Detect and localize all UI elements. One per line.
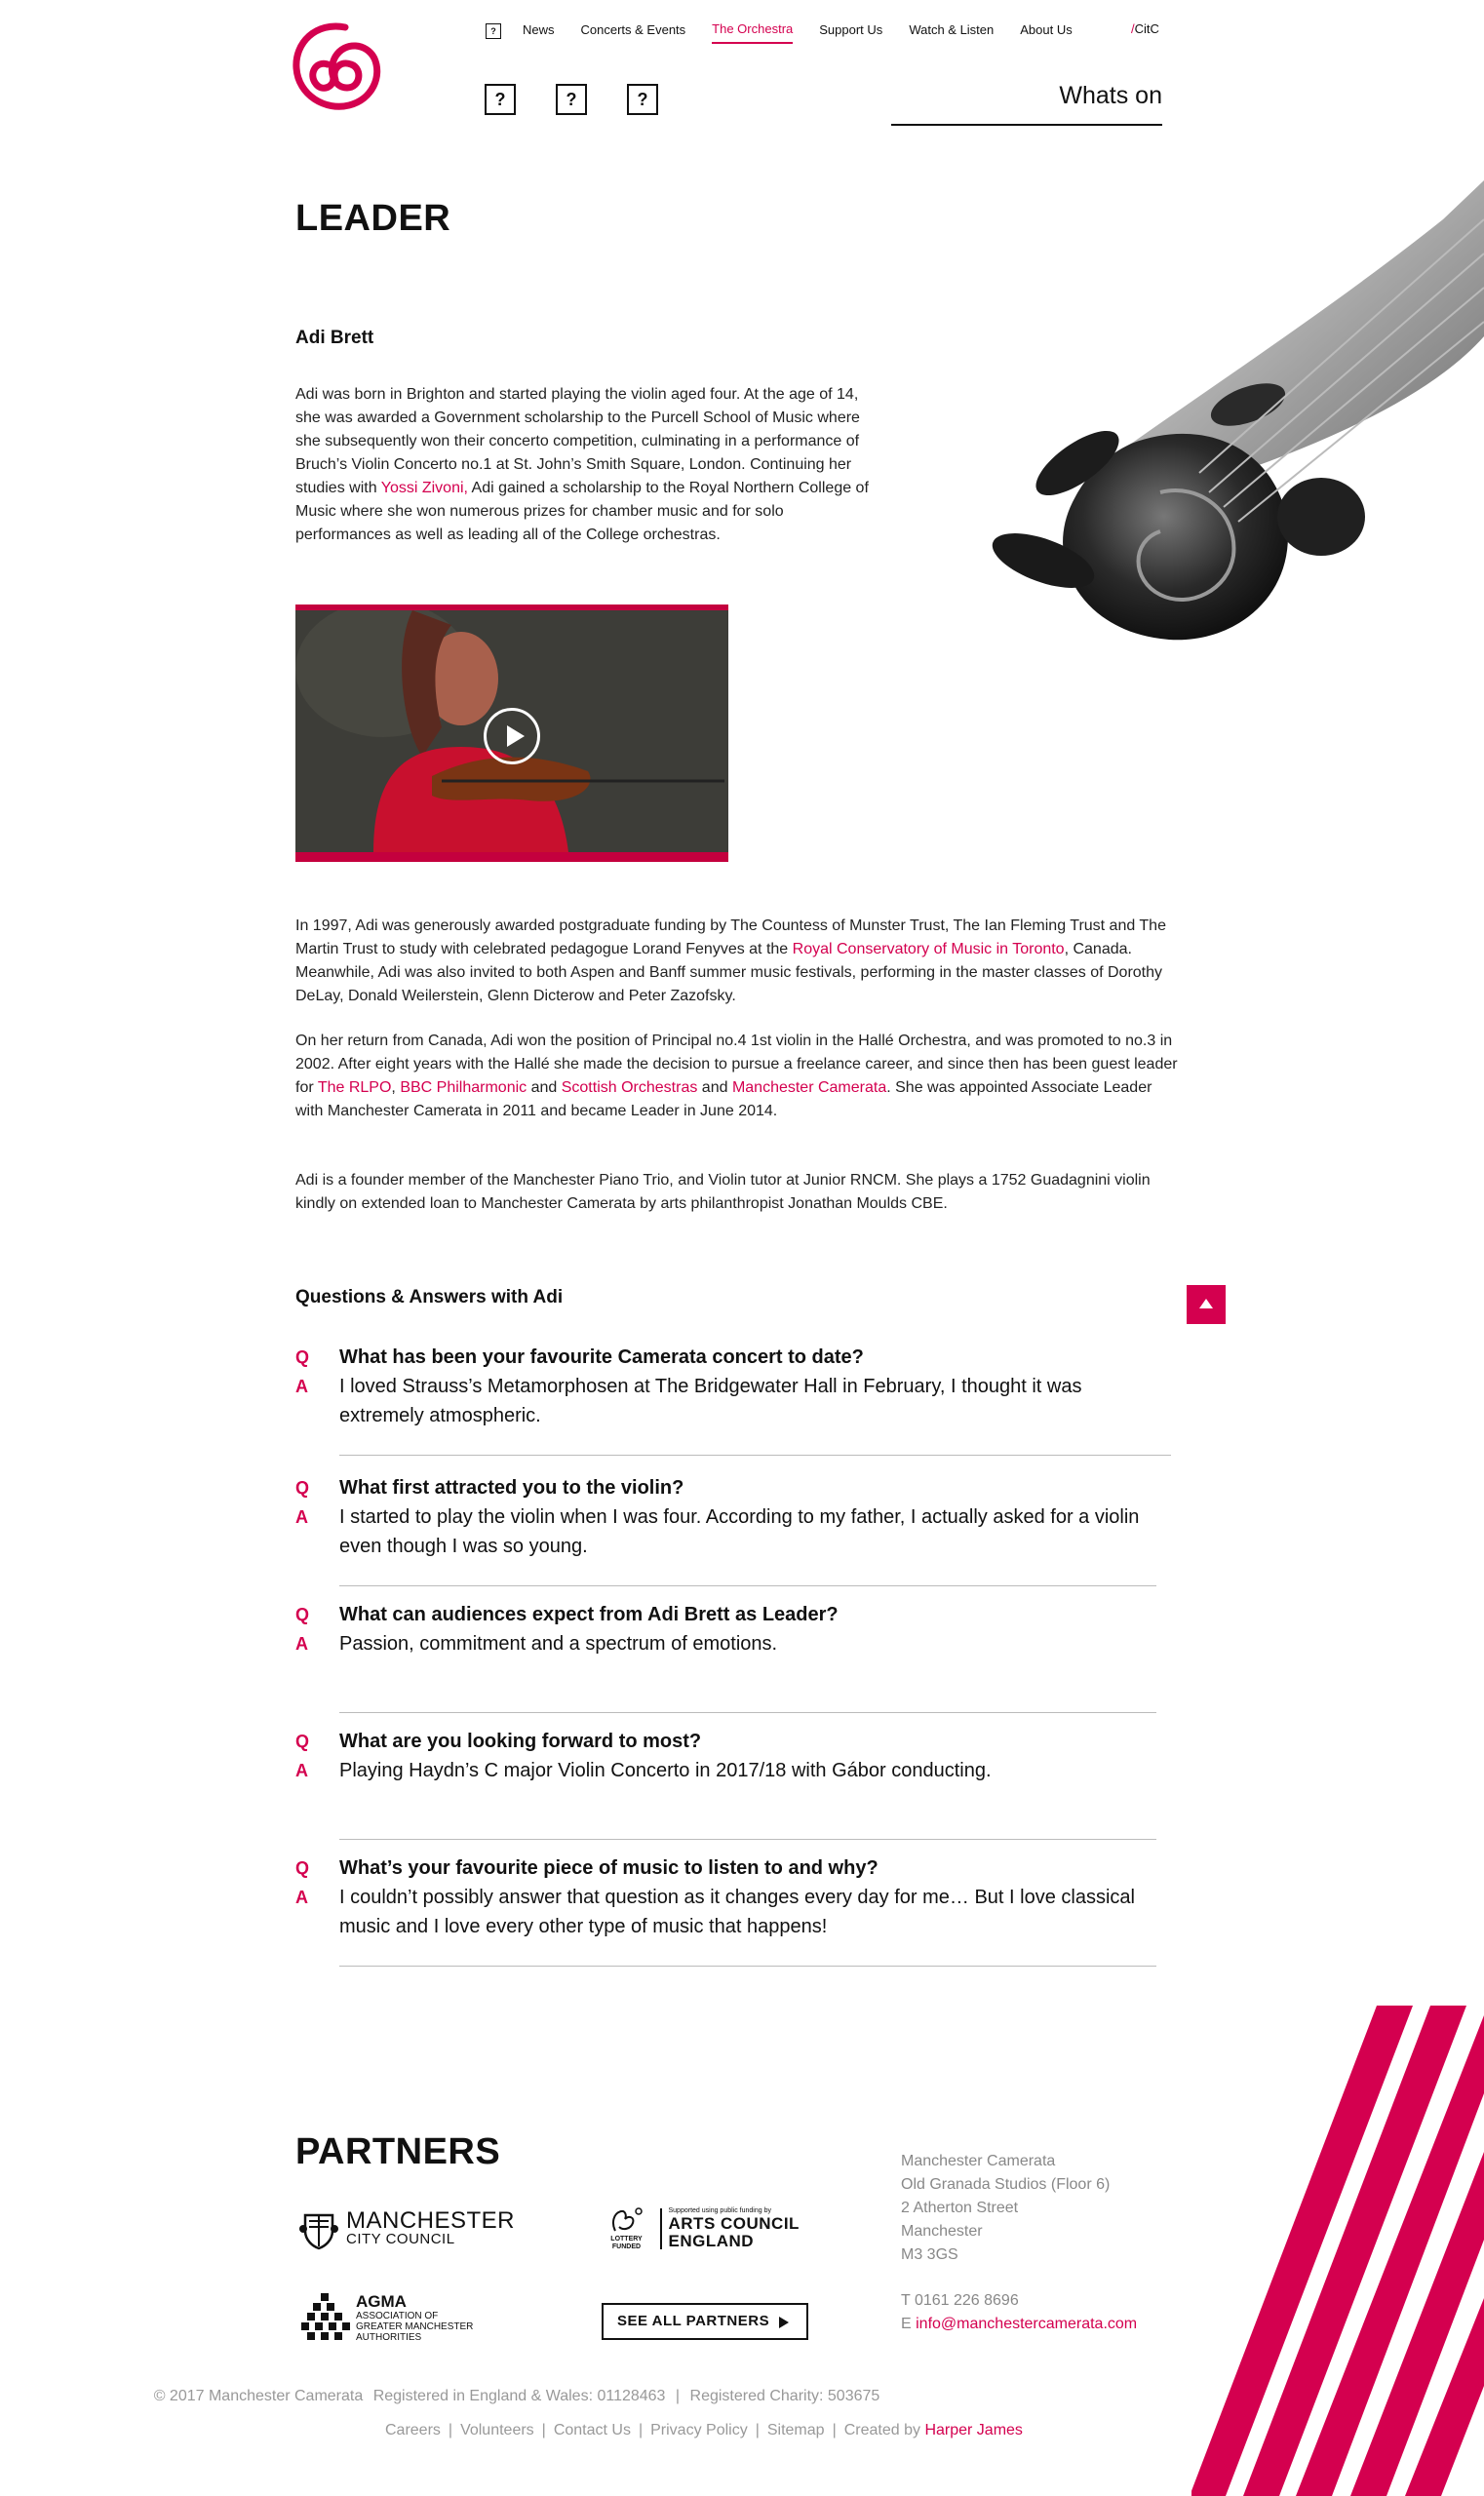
lottery-hand-icon	[607, 2205, 646, 2233]
para-3-and-2: and	[697, 1079, 732, 1096]
unknown-icon[interactable]: ?	[486, 23, 501, 39]
nav-item-news[interactable]: News	[523, 22, 555, 37]
unknown-icon-1[interactable]: ?	[485, 84, 516, 115]
qa-item-3	[295, 1600, 1173, 1658]
footer-sep: |	[448, 2422, 453, 2438]
footer-link-volunteers[interactable]: Volunteers	[460, 2422, 534, 2438]
link-bbc-philharmonic[interactable]: BBC Philharmonic	[400, 1079, 527, 1096]
unknown-icon-2[interactable]: ?	[556, 84, 587, 115]
contact-block	[901, 2289, 1137, 2336]
qa-question: What first attracted you to the violin?	[339, 1477, 684, 1499]
phone-label: T	[901, 2292, 911, 2309]
qa-answer: I couldn’t possibly answer that question as it changes every day for me… But I love classical music and I love every other type of music that happens!	[339, 1887, 1135, 1937]
q-marker: Q	[295, 1478, 310, 1498]
ace-line-2: ENGLAND	[668, 2232, 755, 2250]
a-marker: A	[295, 1507, 308, 1527]
address-line-3: 2 Atherton Street	[901, 2200, 1019, 2216]
q-marker: Q	[295, 1732, 310, 1751]
footer-legal	[0, 2388, 1484, 2405]
created-by: Created by	[843, 2422, 920, 2438]
citc-label: CitC	[1134, 21, 1159, 36]
qa-answer: Playing Haydn’s C major Violin Concerto in 2017/18 with Gábor conducting.	[339, 1760, 992, 1781]
address-line-1: Manchester Camerata	[901, 2153, 1056, 2169]
q-marker: Q	[295, 1605, 310, 1624]
footer-sep: |	[638, 2422, 644, 2438]
manchester-city-council-logo[interactable]	[297, 2207, 515, 2250]
ace-small: Supported using public funding by	[668, 2207, 771, 2214]
nav-item-orchestra[interactable]: The Orchestra	[712, 21, 793, 44]
crest-icon	[297, 2207, 340, 2250]
mcr-line-2: CITY COUNCIL	[346, 2231, 455, 2247]
charity-number: Registered Charity: 503675	[689, 2388, 880, 2404]
para-3-text-1: On her return from Canada, Adi won the position of Principal no.4 1st violin in the Hallé Orchestra, and was promoted to no.3 in 2002. After eight years with the Hallé she made the decision to pursue a freelance career, and since then has been guest leader for	[295, 1033, 1178, 1096]
address-line-5: M3 3GS	[901, 2246, 958, 2263]
footer-divider: |	[675, 2388, 681, 2404]
citc-slash: /	[1131, 21, 1135, 36]
nav-item-concerts[interactable]: Concerts & Events	[580, 22, 686, 37]
footer-link-contact[interactable]: Contact Us	[553, 2422, 631, 2438]
address-line-2: Old Granada Studios (Floor 6)	[901, 2176, 1111, 2193]
email-link[interactable]: info@manchestercamerata.com	[916, 2316, 1138, 2332]
whats-on-button[interactable]: Whats on	[891, 82, 1162, 126]
nav-item-watch[interactable]: Watch & Listen	[909, 22, 995, 37]
decorative-stripes	[1191, 2006, 1484, 2496]
ace-line-1: ARTS COUNCIL	[668, 2214, 800, 2233]
address-line-4: Manchester	[901, 2223, 983, 2240]
link-yossi-zivoni[interactable]: Yossi Zivoni,	[380, 480, 468, 496]
qa-question: What has been your favourite Camerata concert to date?	[339, 1346, 864, 1368]
registered-number: Registered in England & Wales: 01128463	[372, 2388, 666, 2404]
qa-item-5	[295, 1853, 1173, 1941]
footer-sep: |	[541, 2422, 546, 2438]
para-3-comma: ,	[391, 1079, 401, 1096]
a-marker: A	[295, 1888, 308, 1907]
footer-sep: |	[755, 2422, 760, 2438]
qa-divider	[339, 1455, 1171, 1456]
link-royal-conservatory[interactable]: Royal Conservatory of Music in Toronto	[792, 941, 1065, 957]
lottery-badge	[600, 2205, 653, 2251]
camerata-logo[interactable]	[289, 18, 386, 115]
footer-link-careers[interactable]: Careers	[385, 2422, 441, 2438]
a-marker: A	[295, 1761, 308, 1780]
q-marker: Q	[295, 1858, 310, 1878]
qa-divider	[339, 1966, 1156, 1967]
phone-row	[901, 2289, 1137, 2313]
qa-answer: I started to play the violin when I was four. According to my father, I actually asked for a violin even though I was so young.	[339, 1506, 1140, 1557]
para-2-text-1: In 1997, Adi was generously awarded postgraduate funding by The Countess of Munster Trust, The Ian Fleming Trust and The Martin Trust to study with celebrated pedagogue Lorand Fenyves at the	[295, 917, 1166, 957]
person-name: Adi Brett	[295, 328, 374, 348]
paragraph-3	[295, 1030, 1183, 1123]
copyright: © 2017 Manchester Camerata	[153, 2388, 364, 2404]
paragraph-4: Adi is a founder member of the Manchester Piano Trio, and Violin tutor at Junior RNCM. She plays a 1752 Guadagnini violin kindly on extended loan to Manchester Camerata by arts philanthropist Jonathan Moulds CBE.	[295, 1172, 1151, 1212]
social-icons	[485, 84, 698, 115]
see-all-partners-button[interactable]: SEE ALL PARTNERS	[602, 2303, 808, 2340]
logo-separator	[660, 2208, 662, 2249]
footer-link-sitemap[interactable]: Sitemap	[766, 2422, 825, 2438]
para-3-text-2: . She was appointed Associate Leader with Manchester Camerata in 2011 and became Leader in June 2014.	[295, 1079, 1152, 1119]
bio-paragraph	[295, 383, 871, 547]
citc-link[interactable]	[1131, 21, 1159, 36]
qa-divider	[339, 1712, 1156, 1713]
partners-title: PARTNERS	[295, 2131, 501, 2172]
lottery-label: LOTTERY FUNDED	[610, 2236, 643, 2250]
link-scottish-orchestras[interactable]: Scottish Orchestras	[561, 1079, 698, 1096]
qa-divider	[339, 1839, 1156, 1840]
mcr-line-1: MANCHESTER	[346, 2207, 516, 2234]
agma-logo[interactable]	[297, 2289, 473, 2346]
qa-answer: Passion, commitment and a spectrum of emotions.	[339, 1633, 778, 1655]
qa-question: What’s your favourite piece of music to listen to and why?	[339, 1857, 879, 1879]
link-rlpo[interactable]: The RLPO	[317, 1079, 392, 1096]
nav-item-about[interactable]: About Us	[1020, 22, 1073, 37]
play-icon[interactable]	[484, 708, 540, 764]
harper-james-link[interactable]: Harper James	[924, 2422, 1023, 2438]
paragraph-2	[295, 915, 1183, 1008]
phone-number[interactable]: 0161 226 8696	[914, 2292, 1019, 2309]
qa-item-4	[295, 1727, 1173, 1785]
page-title: LEADER	[295, 198, 451, 239]
a-marker: A	[295, 1377, 308, 1396]
para-2-text-2: , Canada. Meanwhile, Adi was also invited to both Aspen and Banff summer music festivals, performing in the master classes of Dorothy DeLay, Donald Weilerstein, Glenn Dicterow and Peter Zazofsky.	[295, 941, 1163, 1004]
qa-divider	[339, 1585, 1156, 1586]
email-label: E	[901, 2316, 912, 2332]
qa-question: What are you looking forward to most?	[339, 1731, 702, 1752]
a-marker: A	[295, 1634, 308, 1654]
qa-item-2	[295, 1473, 1173, 1561]
agma-small-2: GREATER MANCHESTER	[356, 2320, 474, 2332]
email-row	[901, 2313, 1137, 2336]
qa-answer: I loved Strauss’s Metamorphosen at The Bridgewater Hall in February, I thought it was extremely atmospheric.	[339, 1376, 1082, 1426]
main-nav	[486, 21, 1099, 44]
bio-text-2: Adi gained a scholarship to the Royal Northern College of Music where she won numerous prizes for chamber music and for solo performances as well as leading all of the College orchestras.	[295, 480, 869, 543]
footer-link-privacy[interactable]: Privacy Policy	[650, 2422, 748, 2438]
agma-blocks-icon	[297, 2289, 354, 2346]
violin-scroll-image	[839, 180, 1484, 785]
agma-small-1: ASSOCIATION OF	[356, 2310, 439, 2321]
address-block	[901, 2150, 1110, 2267]
link-manchester-camerata[interactable]: Manchester Camerata	[731, 1079, 887, 1096]
agma-small-3: AUTHORITIES	[356, 2331, 422, 2343]
qa-item-1	[295, 1343, 1173, 1430]
qa-section-title: Questions & Answers with Adi	[295, 1287, 564, 1307]
video-player[interactable]	[295, 604, 728, 862]
nav-item-support[interactable]: Support Us	[819, 22, 883, 37]
unknown-icon-3[interactable]: ?	[627, 84, 658, 115]
footer-links	[385, 2422, 1023, 2439]
qa-question: What can audiences expect from Adi Brett as Leader?	[339, 1604, 839, 1625]
agma-big: AGMA	[356, 2291, 407, 2311]
scroll-to-top-button[interactable]	[1187, 1285, 1226, 1324]
bio-text-1: Adi was born in Brighton and started playing the violin aged four. At the age of 14, she was awarded a Government scholarship to the Purcell School of Music where she subsequently won their concerto competition, culminating in a performance of Bruch’s Violin Concerto no.1 at St. John’s Smith Square, London. Continuing her studies with	[295, 386, 860, 496]
footer-sep: |	[832, 2422, 837, 2438]
arts-council-logo[interactable]	[600, 2205, 800, 2251]
para-3-and: and	[527, 1079, 562, 1096]
q-marker: Q	[295, 1347, 310, 1367]
